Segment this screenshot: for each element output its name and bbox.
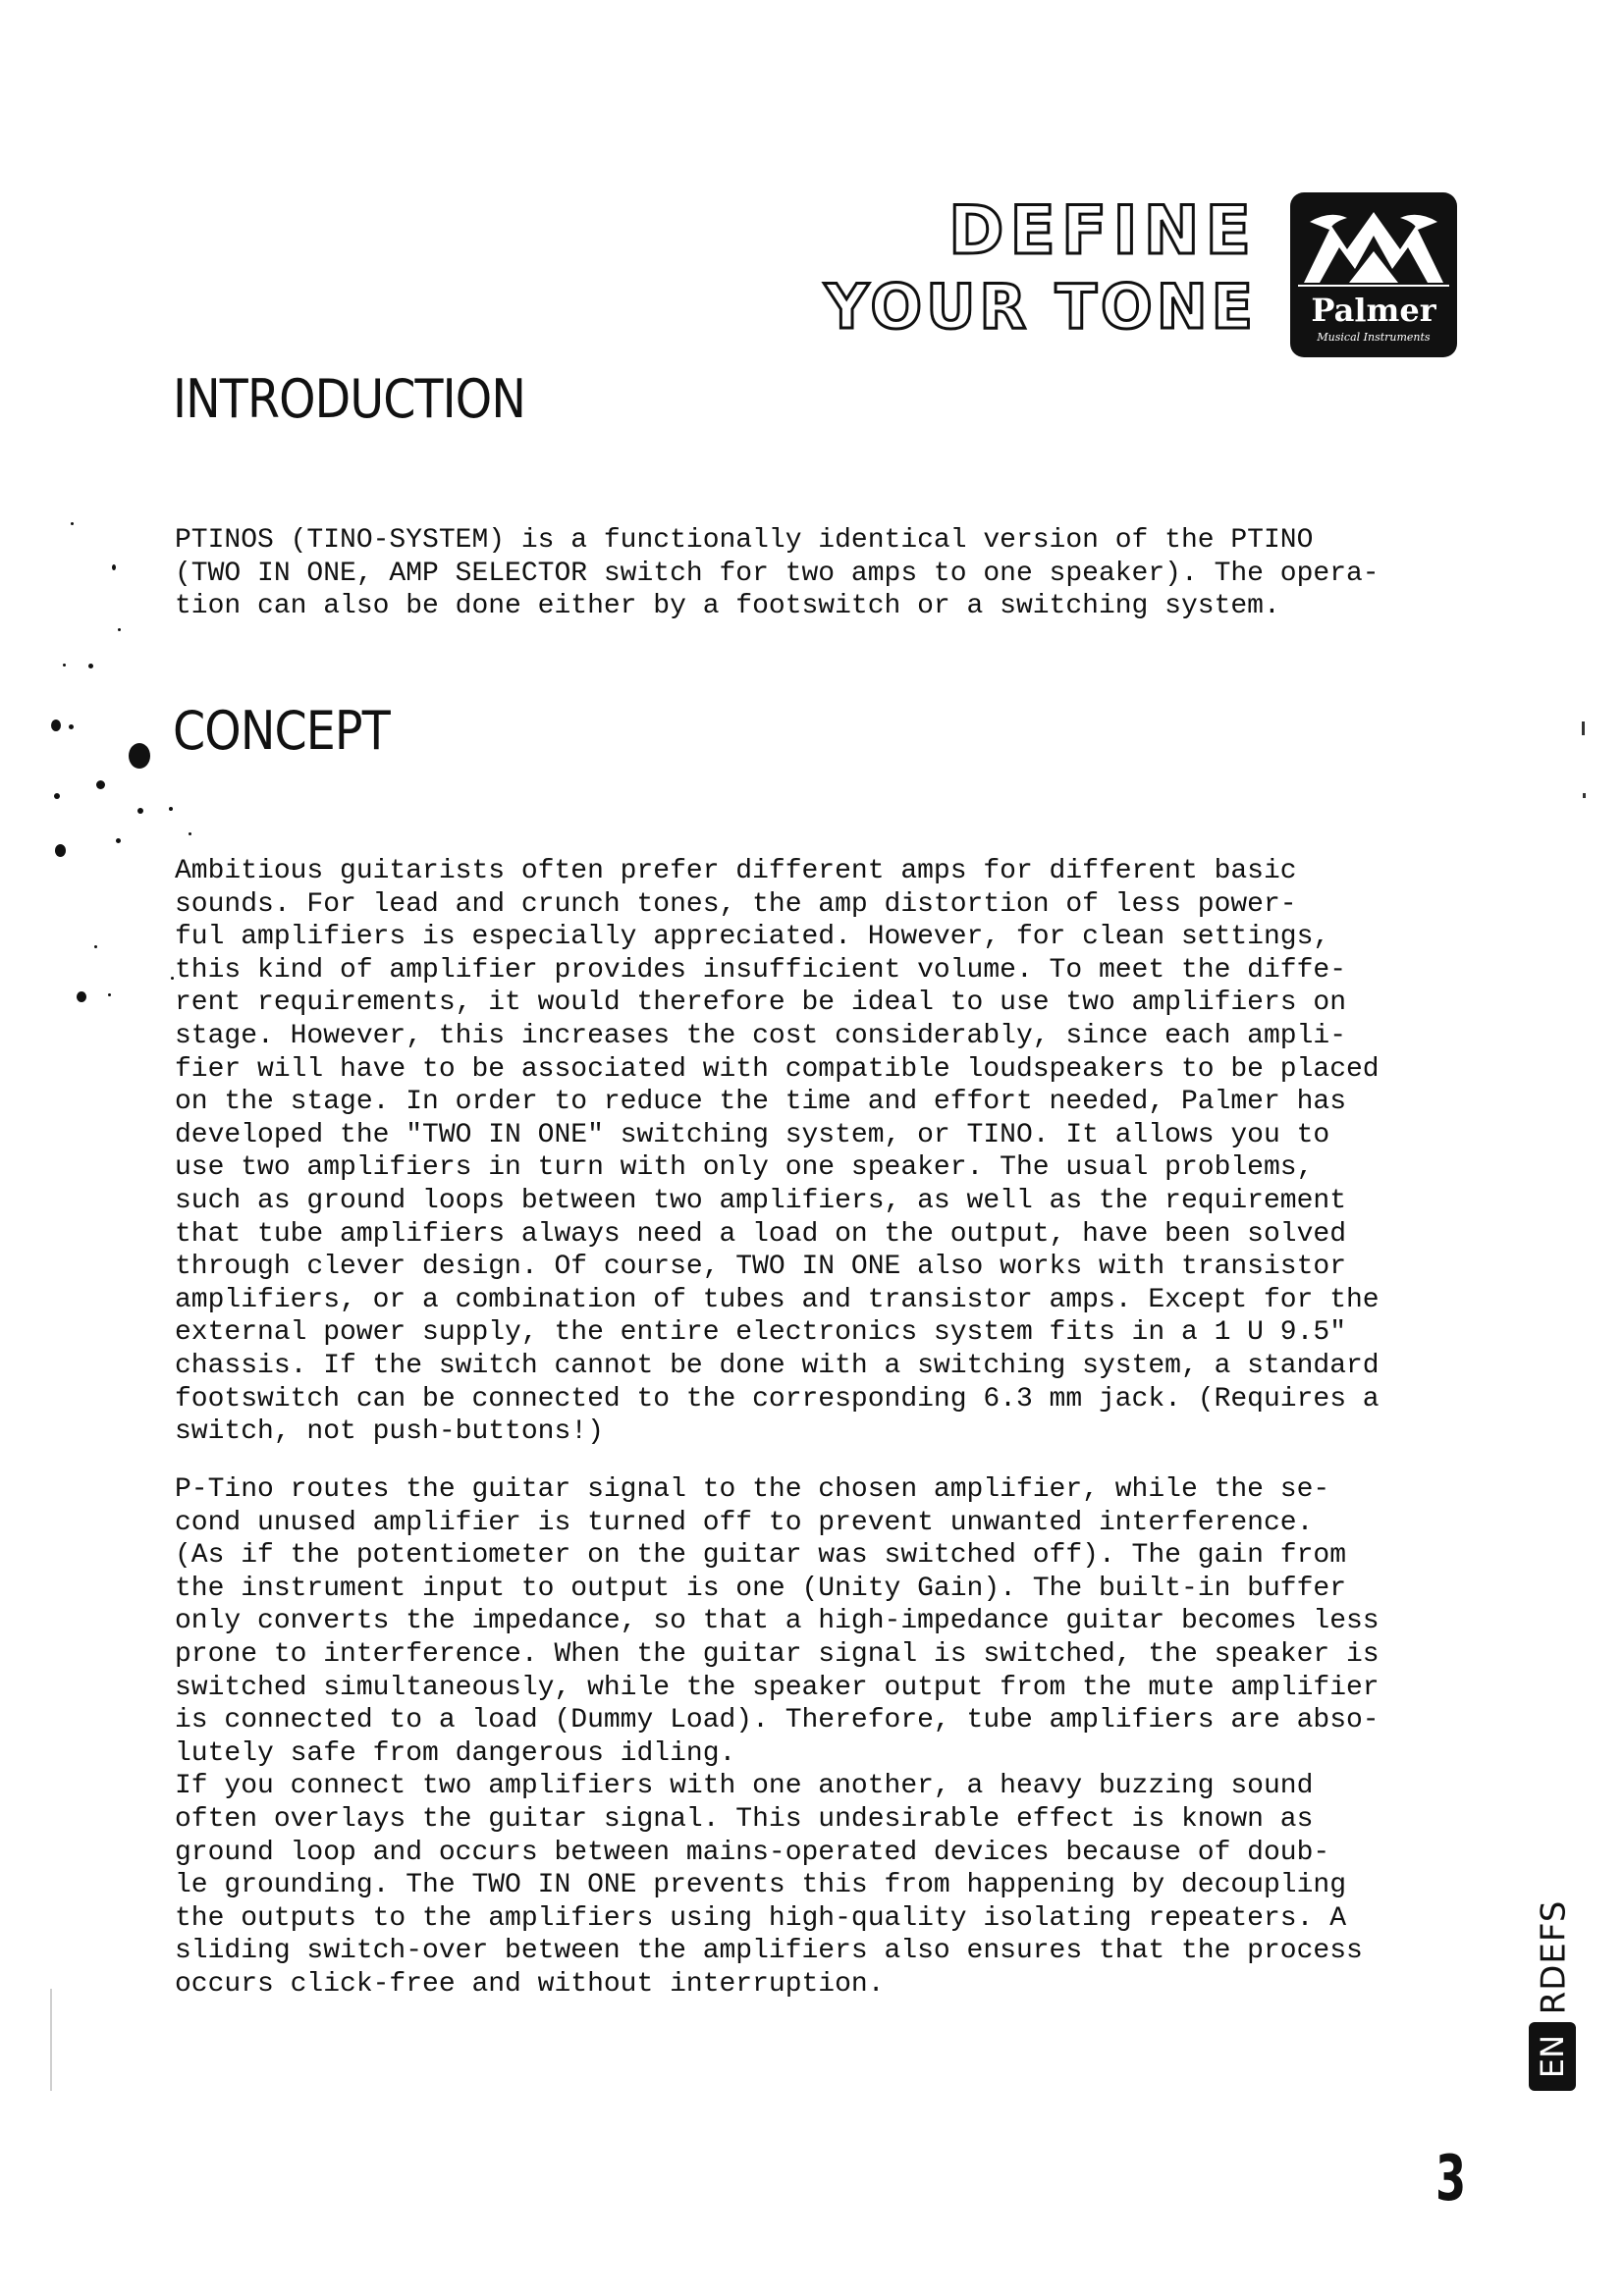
concept-paragraph-2: P-Tino routes the guitar signal to the chosen amplifier, while the se- cond unused amplifier is turned off to prevent unwanted interference. (As if the potentiometer on the guitar was switched off). The gain from the instrument input to output is one (Unity Gain). The built-in buffer only converts the impedance, so that a high-impedance guitar becomes less prone to interference. When the guitar signal is switched, the speaker is switched simultaneously, while the speaker output from the mute amplifier is connected to a load (Dummy Load). Therefore, tube amplifiers are abso- lutely safe from dangerous idling. If you connect two amplifiers with one another, a heavy buzzing sound often overlays the guitar signal. This undesirable effect is known as ground loop and occurs between mains-operated devices because of doub- le grounding. The TWO IN ONE prevents this from happening by decoupling the outputs to the amplifiers using high-quality isolating repeaters. A sliding switch-over between the amplifiers also ensures that the process occurs click-free and without interruption. <box>175 1474 1380 2000</box>
language-tab <box>1527 1895 1580 2091</box>
concept-paragraph-1: Ambitious guitarists often prefer different amps for different basic sounds. For lead and crunch tones, the amp distortion of less power- ful amplifiers is especially appreciated. However, for clean settings, this kind of amplifier provides insufficient volume. To meet the diffe- rent requirements, it would therefore be ideal to use two amplifiers on stage. However, this increases the cost considerably, since each ampli- fier will have to be associated with compatible loudspeakers to be placed on the stage. In order to reduce the time and effort needed, Palmer has developed the "TWO IN ONE" switching system, or TINO. It allows you to use two amplifiers in turn with only one speaker. The usual problems, such as ground loops between two amplifiers, as well as the requirement that tube amplifiers always need a load on the output, have been solved through clever design. Of course, TWO IN ONE also works with transistor amplifiers, or a combination of tubes and transistor amps. Except for the external power supply, the entire electronics system fits in a 1 U 9.5" chassis. If the switch cannot be done with a switching system, a standard footswitch can be connected to the corresponding 6.3 mm jack. (Requires a switch, not push-buttons!) <box>175 856 1380 1448</box>
slogan-line-2: YOUR TONE <box>824 271 1257 343</box>
other-languages-label: RDEFS <box>1534 1899 1574 2015</box>
brand-name: Palmer <box>1311 292 1436 329</box>
other-languages <box>1527 1895 1580 2020</box>
page-number: 3 <box>1435 2143 1467 2216</box>
palmer-logo <box>1290 192 1457 357</box>
brand-subtitle: Musical Instruments <box>1317 331 1431 344</box>
introduction-paragraph: PTINOS (TINO-SYSTEM) is a functionally identical version of the PTINO (TWO IN ONE, AMP SELECTOR switch for two amps to one speaker). The opera- tion can also be done either by a footswitch or a switching system. <box>175 525 1380 622</box>
margin-rule <box>50 1989 52 2091</box>
slogan-line-1: DEFINE <box>947 192 1257 270</box>
concept-heading: CONCEPT <box>173 700 390 762</box>
header-logo <box>824 192 1463 359</box>
slogan <box>824 192 1267 359</box>
active-language-label: EN <box>1534 2034 1571 2079</box>
introduction-heading: INTRODUCTION <box>173 368 525 430</box>
active-language <box>1529 2022 1576 2091</box>
